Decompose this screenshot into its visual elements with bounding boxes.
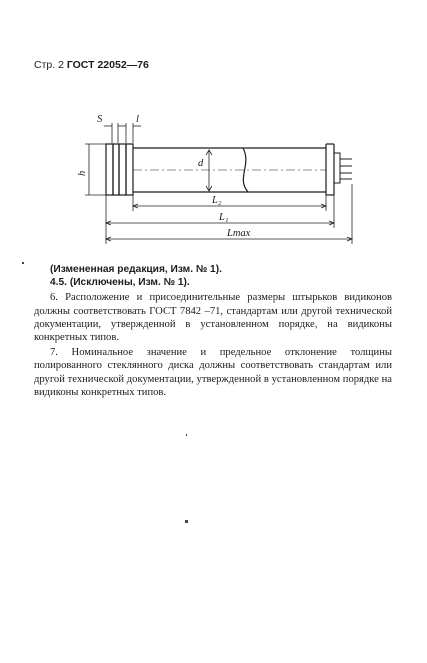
d-label: d <box>198 158 204 169</box>
vidicon-drawing <box>0 0 427 270</box>
clause-4-5: 4.5. (Исключены, Изм. № 1). <box>50 277 190 289</box>
scan-speck <box>185 520 188 523</box>
scan-speck <box>22 262 24 264</box>
pin-connector <box>334 153 352 183</box>
h-label: h <box>77 170 88 176</box>
scan-speck <box>186 434 187 436</box>
clause-7: 7. Номинальное значение и предельное отклонение толщины полированного стеклянного диска должны соответствовать стандартам или другой технической документации, утвержденной в установленном порядке на видиконы конкретных типов. <box>34 347 392 398</box>
l-label: l <box>136 114 139 125</box>
amendment-note: (Измененная редакция, Изм. № 1). <box>50 264 222 275</box>
s-l-dimension <box>104 123 141 143</box>
tube-body <box>106 144 334 195</box>
standard-number: ГОСТ 22052—76 <box>66 59 149 71</box>
h-dimension <box>85 144 106 195</box>
s-label: S <box>97 114 103 125</box>
page-number: Стр. 2 <box>34 59 64 71</box>
d-dimension <box>206 150 212 191</box>
lmax-label: Lmax <box>227 228 251 239</box>
body-text <box>34 263 392 399</box>
clause-6: 6. Расположение и присоединительные размеры штырьков видиконов должны соответствовать ГОСТ 7842 –71, стандартам или другой технической документации, утвержденной в установленном порядке, на видиконы конкретных типов. <box>34 292 392 344</box>
l1-label: L₁ <box>219 212 229 223</box>
l2-label: L₂ <box>212 195 222 206</box>
